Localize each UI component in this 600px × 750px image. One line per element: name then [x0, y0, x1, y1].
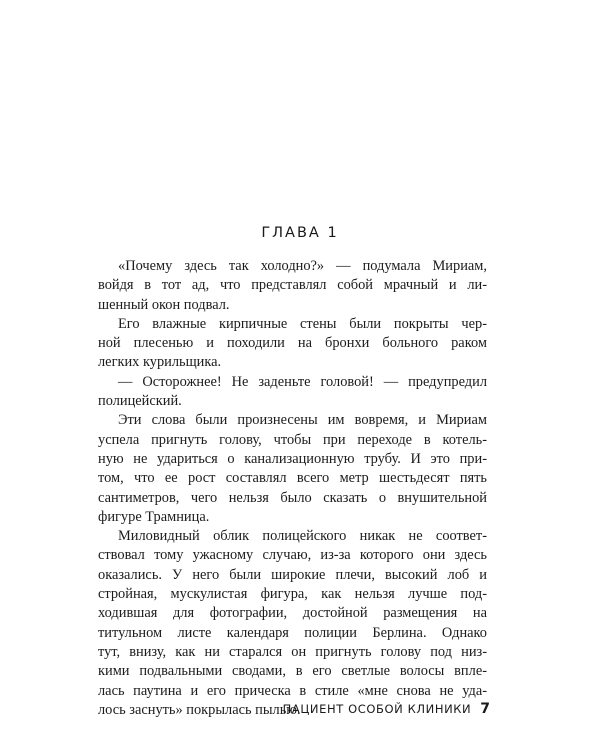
text-line: титульном листе календаря полиции Берлина. Однако	[98, 624, 487, 641]
text-line: том, что ее рост составлял всего метр шестьдесят пять	[98, 470, 487, 487]
page-number: 7	[480, 701, 490, 717]
text-line: ную не удариться о канализационную трубу. И это при-	[98, 450, 487, 467]
text-line: ствовал тому ужасному случаю, из-за которого они здесь	[98, 547, 487, 564]
running-footer	[240, 701, 490, 717]
text-line: кими подвальными сводами, в его светлые волосы впле-	[98, 663, 487, 680]
text-line: войдя в тот ад, что представлял собой мрачный и ли-	[98, 277, 487, 294]
text-line: шенный окон подвал.	[98, 296, 230, 313]
text-line: легких курильщика.	[98, 354, 222, 371]
text-line: сантиметров, чего нельзя было сказать о внушительной	[98, 489, 487, 506]
body-text	[98, 257, 487, 720]
text-line: ходившая для фотографии, достойной размещения на	[98, 605, 487, 622]
running-footer-title: ПАЦИЕНТ ОСОБОЙ КЛИНИКИ	[282, 702, 472, 716]
text-line: Его влажные кирпичные стены были покрыты чер-	[118, 315, 487, 332]
text-line: успела пригнуть голову, чтобы при переходе в котель-	[98, 431, 487, 448]
text-line: тут, внизу, как ни старался он пригнуть голову под низ-	[98, 643, 487, 660]
text-line: фигуре Трамница.	[98, 508, 210, 525]
text-line: лась паутина и его прическа в стиле «мне снова не уда-	[98, 682, 487, 699]
chapter-title: ГЛАВА 1	[261, 225, 339, 241]
text-line: лось заснуть» покрылась пылью.	[98, 701, 301, 718]
text-line: «Почему здесь так холодно?» — подумала Мириам,	[118, 258, 487, 274]
text-line: оказались. У него были широкие плечи, высокий лоб и	[98, 566, 487, 583]
text-line: — Осторожнее! Не заденьте головой! — предупредил	[118, 373, 487, 390]
text-line: Эти слова были произнесены им вовремя, и Мириам	[118, 412, 487, 429]
text-line: полицейский.	[98, 393, 182, 410]
text-line: стройная, мускулистая фигура, как нельзя лучше под-	[98, 586, 487, 603]
text-line: ной плесенью и походили на бронхи больного раком	[98, 335, 487, 352]
text-line: Миловидный облик полицейского никак не соответ-	[118, 528, 487, 545]
